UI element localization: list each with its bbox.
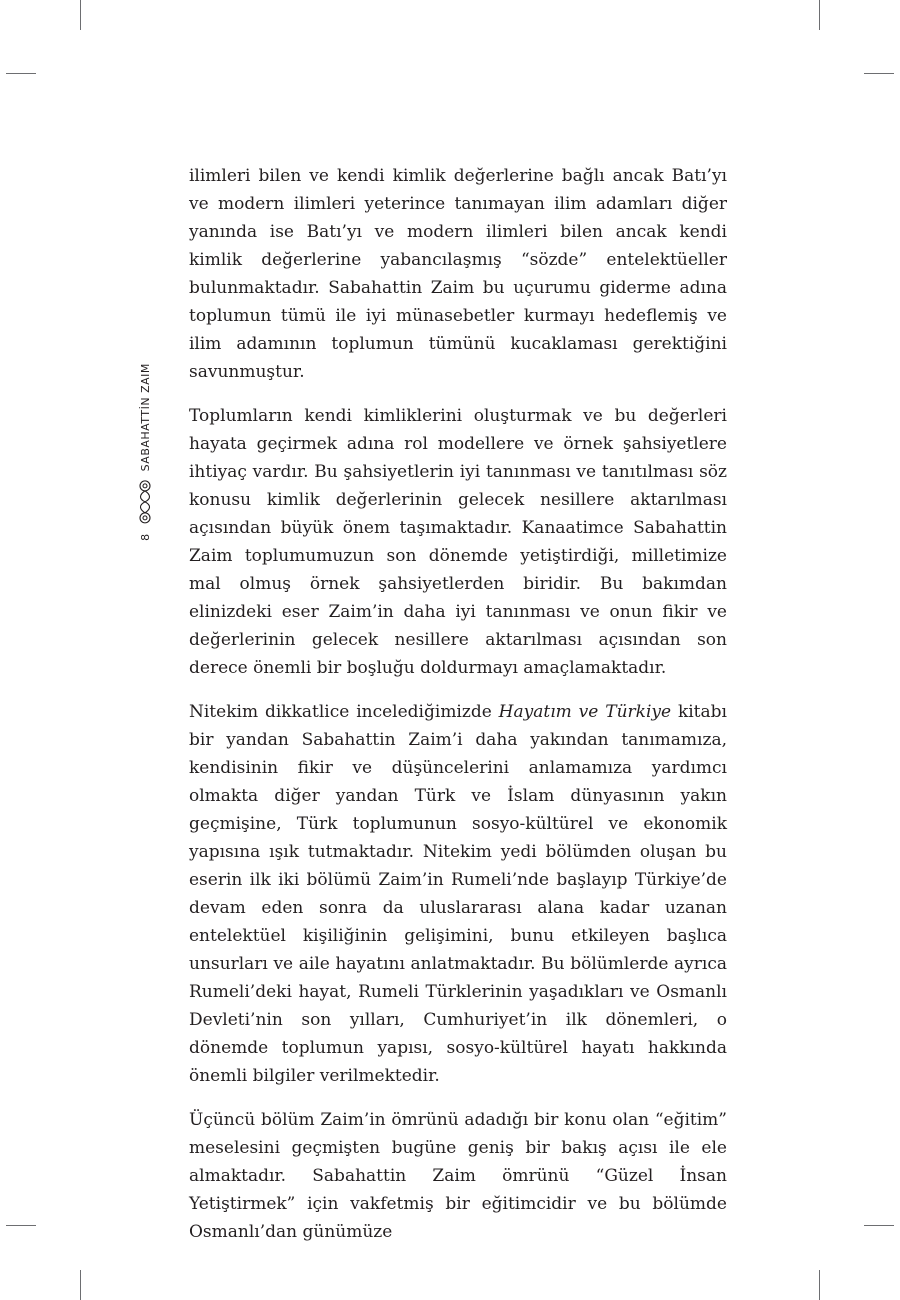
body-text xyxy=(189,162,727,1262)
book-title: Hayatım ve Türkiye xyxy=(498,702,672,722)
crop-mark-bottom-right xyxy=(819,1270,820,1300)
paragraph-3-lead: Nitekim dikkatlice incelediğimizde xyxy=(189,702,499,722)
running-head-author: SABAHATTİN ZAIM xyxy=(138,363,152,472)
paragraph-4: Üçüncü bölüm Zaim’in ömrünü adadığı bir konu olan “eğitim” meselesini geçmişten bugüne geniş bir bakış açısı ile ele almaktadır. Sabahattin Zaim ömrünü “Güzel İnsan Yetiştirmek” için vakfetmiş bir eğitimcidir ve bu bölümde Osmanlı’dan günümüze xyxy=(189,1110,727,1242)
paragraph-3-rest: kitabı bir yandan Sabahattin Zaim’i daha yakından tanımamıza, kendisinin fikir ve düşüncelerini anlamamıza yardımcı olmakta diğer yandan Türk ve İslam dünyasının yakın geçmişine, Türk toplumunun sosyo-kültürel ve ekonomik yapısına ışık tutmaktadır. Nitekim yedi bölümden oluşan bu eserin ilk iki bölümü Zaim’in Rumeli’nde başlayıp Türkiye’de devam eden sonra da uluslararası alana kadar uzanan entelektüel kişiliğinin gelişimini, bunu etkileyen başlıca unsurları ve aile hayatını anlatmaktadır. Bu bölümlerde ayrıca Rumeli’deki hayat, Rumeli Türklerinin yaşadıkları ve Osmanlı Devleti’nin son yılları, Cumhuriyet’in ilk dönemleri, o dönemde toplumun yapısı, sosyo-kültürel hayatı hakkında önemli bilgiler verilmektedir. xyxy=(189,702,727,1086)
crop-mark-right-top xyxy=(864,73,894,74)
crop-mark-left-bottom xyxy=(6,1225,36,1226)
crop-mark-bottom-left xyxy=(80,1270,81,1300)
crop-mark-top-left xyxy=(80,0,81,30)
scroll-ornament-icon xyxy=(138,479,152,525)
crop-mark-left-top xyxy=(6,73,36,74)
paragraph-1: ilimleri bilen ve kendi kimlik değerlerine bağlı ancak Batı’yı ve modern ilimleri yeterince tanımayan ilim adamları diğer yanında ise Batı’yı ve modern ilimleri bilen ancak kendi kimlik değerlerine yabancılaşmış “sözde” entelektüeller bulunmaktadır. Sabahattin Zaim bu uçurumu giderme adına toplumun tümü ile iyi münasebetler kurmayı hedeflemiş ve ilim adamının toplumun tümünü kucaklaması gerektiğini savunmuştur. xyxy=(189,166,727,382)
crop-mark-top-right xyxy=(819,0,820,30)
page-number: 8 xyxy=(138,533,152,541)
crop-mark-right-bottom xyxy=(864,1225,894,1226)
paragraph-2: Toplumların kendi kimliklerini oluşturmak ve bu değerleri hayata geçirmek adına rol modellere ve örnek şahsiyetlere ihtiyaç vardır. Bu şahsiyetlerin iyi tanınması ve tanıtılması söz konusu kimlik değerlerinin gelecek nesillere aktarılması açısından büyük önem taşımaktadır. Kanaatimce Sabahattin Zaim toplumumuzun son dönemde yetiştirdiği, milletimize mal olmuş örnek şahsiyetlerden biridir. Bu bakımdan elinizdeki eser Zaim’in daha iyi tanınması ve onun fikir ve değerlerinin gelecek nesillere aktarılması açısından son derece önemli bir boşluğu doldurmayı amaçlamaktadır. xyxy=(189,406,727,678)
paragraph-3 xyxy=(189,698,727,1090)
